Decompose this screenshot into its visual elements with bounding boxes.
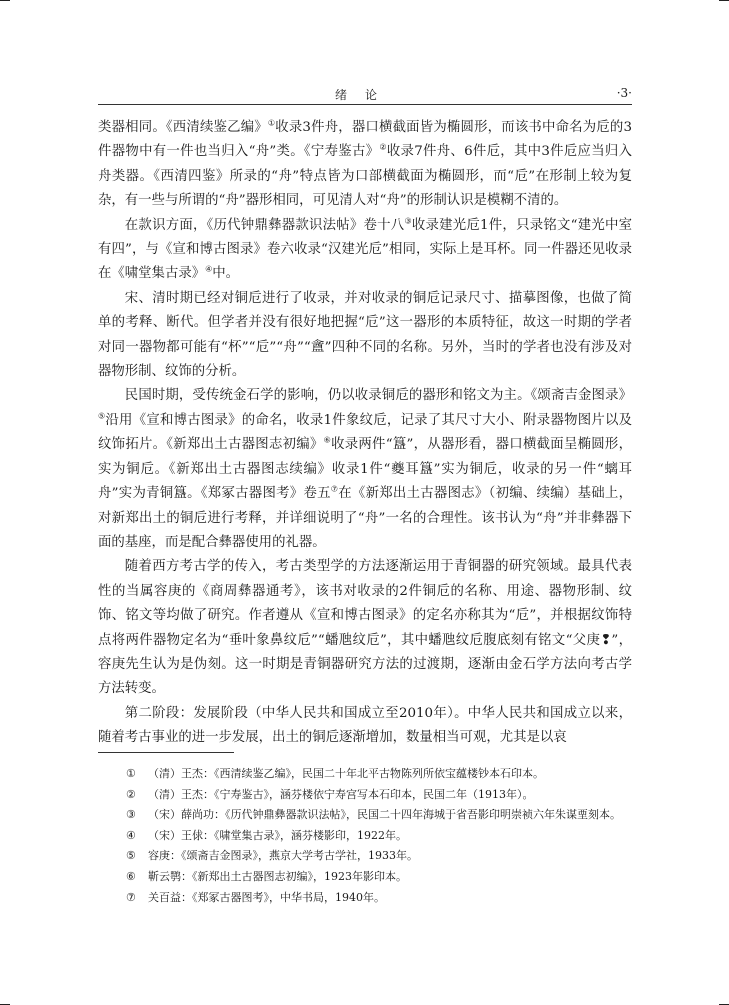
footnote-reference[interactable]: ④ bbox=[205, 264, 213, 274]
body-paragraph bbox=[98, 555, 632, 701]
footnote-text: 容庚：《颂斋吉金图录》，燕京大学考古学社，1933年。 bbox=[148, 849, 418, 863]
footnote-reference[interactable]: ① bbox=[267, 118, 276, 128]
paragraph-text: 类器相同。《西清续鉴乙编》 bbox=[98, 120, 268, 135]
paragraph-text: 在《新郑出土古器图志》（初编、续编）基础上，对新郑出土的铜卮进行考释，并详细说明了“舟”一名的合理性。该书认为“舟”并非彝器下面的基座，而是配合彝器使用的礼器。 bbox=[98, 486, 632, 550]
paragraph-text: 沿用《宣和博古图录》的命名，收录1件象纹卮，记录了其尺寸大小、附录器物图片以及纹饰拓片。《新郑出土古器图志初编》 bbox=[98, 412, 632, 453]
paragraph-text: 收录两件“簋”，从器形看，器口横截面呈椭圆形，实为铜卮。《新郑出土古器图志续编》收录1件“夔耳簋”实为铜卮，收录的另一件“螭耳舟”实为青铜簋。《郑冢古器图考》卷五 bbox=[98, 437, 632, 502]
body-paragraph bbox=[98, 116, 632, 214]
footnote-reference[interactable]: ⑥ bbox=[323, 435, 332, 445]
paragraph-text: 中。 bbox=[212, 266, 240, 282]
footnote-item bbox=[98, 888, 632, 909]
crop-mark-top-left bbox=[0, 0, 10, 1]
footnote-item bbox=[98, 805, 632, 826]
paragraph-text: 在款识方面，《历代钟鼎彝器款识法帖》卷十八 bbox=[124, 217, 405, 233]
footnote-reference[interactable]: ⑤ bbox=[98, 411, 106, 421]
footnote-text: （宋）薛尚功：《历代钟鼎彝器款识法帖》，民国二十四年海城于省吾影印明崇祯六年朱谋垔刻本。 bbox=[148, 808, 621, 822]
paragraph-text: 收录3件舟，器口横截面皆为椭圆形，而该书中命名为卮的3件器物中有一件也当归入“舟”类。《宁寿鉴古》 bbox=[98, 120, 632, 160]
footnote-number: ④ bbox=[126, 828, 136, 842]
footnote-separator bbox=[98, 752, 234, 753]
footnote-number: ① bbox=[126, 767, 136, 780]
paragraph-text: 宋、清时期已经对铜卮进行了收录，并对收录的铜卮记录尺寸、描摹图像，也做了简单的考释、断代。但学者并没有很好地把握“卮”这一器形的本质特征，故这一时期的学者对同一器物都可能有“杯”“卮”“舟”“盦”四种不同的名称。另外，当时的学者也没有涉及对器物形制、纹饰的分析。 bbox=[98, 290, 632, 380]
header-rule bbox=[98, 104, 632, 105]
body-paragraph bbox=[98, 702, 632, 751]
page-number: ·3· bbox=[616, 86, 632, 100]
footnote-reference[interactable]: ② bbox=[379, 142, 387, 152]
footnote-text: （清）王杰：《宁寿鉴古》，涵芬楼依宁寿宫写本石印本，民国二年（1913年）。 bbox=[148, 787, 534, 801]
footnote-number: ③ bbox=[126, 808, 136, 822]
footnote-item bbox=[98, 867, 632, 888]
footnote-reference[interactable]: ③ bbox=[404, 216, 412, 226]
footnote-text: 关百益：《郑冢古器图考》，中华书局，1940年。 bbox=[148, 890, 385, 904]
paragraph-text: 收录建光卮1件，只录铭文“建光中室有四”，与《宣和博古图录》卷六收录“汉建光卮”相同，实际上是耳杯。同一件器还见收录在《啸堂集古录》 bbox=[98, 217, 632, 282]
paragraph-text: 收录7件舟、6件卮，其中3件卮应当归入舟类器。《西清四鉴》所录的“舟”特点皆为口部横截面为椭圆形，而“卮”在形制上较为复杂，有一些与所谓的“舟”器形相同，可见清人对“舟”的形制认识是模糊不清的。 bbox=[98, 144, 633, 209]
main-text bbox=[98, 116, 632, 751]
footnote-text: （宋）王俅：《啸堂集古录》，涵芬楼影印，1922年。 bbox=[148, 828, 407, 842]
footnote-item bbox=[98, 846, 632, 867]
crop-mark-top-right bbox=[719, 0, 729, 1]
footnote-reference[interactable]: ⑦ bbox=[330, 484, 339, 494]
footnote-item bbox=[98, 785, 632, 806]
footnote-number: ② bbox=[126, 787, 136, 801]
footnote-number: ⑥ bbox=[126, 869, 136, 883]
footnote-number: ⑦ bbox=[126, 890, 136, 904]
footnote-item bbox=[98, 826, 632, 847]
running-header bbox=[98, 86, 632, 102]
footnote-number: ⑤ bbox=[126, 849, 136, 863]
footnotes bbox=[98, 764, 632, 908]
paragraph-text: 民国时期，受传统金石学的影响，仍以收录铜卮的器形和铭文为主。《颂斋吉金图录》 bbox=[124, 388, 632, 404]
footnote-text: （清）王杰：《西清续鉴乙编》，民国二十年北平古物陈列所依宝蕴楼钞本石印本。 bbox=[148, 767, 544, 780]
footnote-item bbox=[98, 764, 632, 785]
body-paragraph bbox=[98, 214, 632, 287]
body-paragraph bbox=[98, 384, 632, 555]
footnote-text: 靳云鹗：《新郑出土古器图志初编》，1923年影印本。 bbox=[148, 869, 407, 883]
paragraph-text: 随着西方考古学的传入，考古类型学的方法逐渐运用于青铜器的研究领域。最具代表性的当属容庚的《商周彝器通考》，该书对收录的2件铜卮的名称、用途、器物形制、纹饰、铭文等均做了研究。作者遵从《宣和博古图录》的定名亦称其为“卮”，并根据纹饰特点将两件器物定名为“垂叶象鼻纹卮”“蟠虺纹卮”，其中蟠虺纹卮腹底刻有铭文“父庚❢”，容庚先生认为是伪刻。这一时期是青铜器研究方法的过渡期，逐渐由金石学方法向考古学方法转变。 bbox=[98, 559, 632, 697]
body-paragraph bbox=[98, 287, 632, 385]
running-header-title: 绪论 bbox=[334, 88, 395, 102]
paragraph-text: 第二阶段：发展阶段（中华人民共和国成立至2010年）。中华人民共和国成立以来，随着考古事业的进一步发展，出土的铜卮逐渐增加，数量相当可观，尤其是以哀 bbox=[98, 705, 632, 746]
